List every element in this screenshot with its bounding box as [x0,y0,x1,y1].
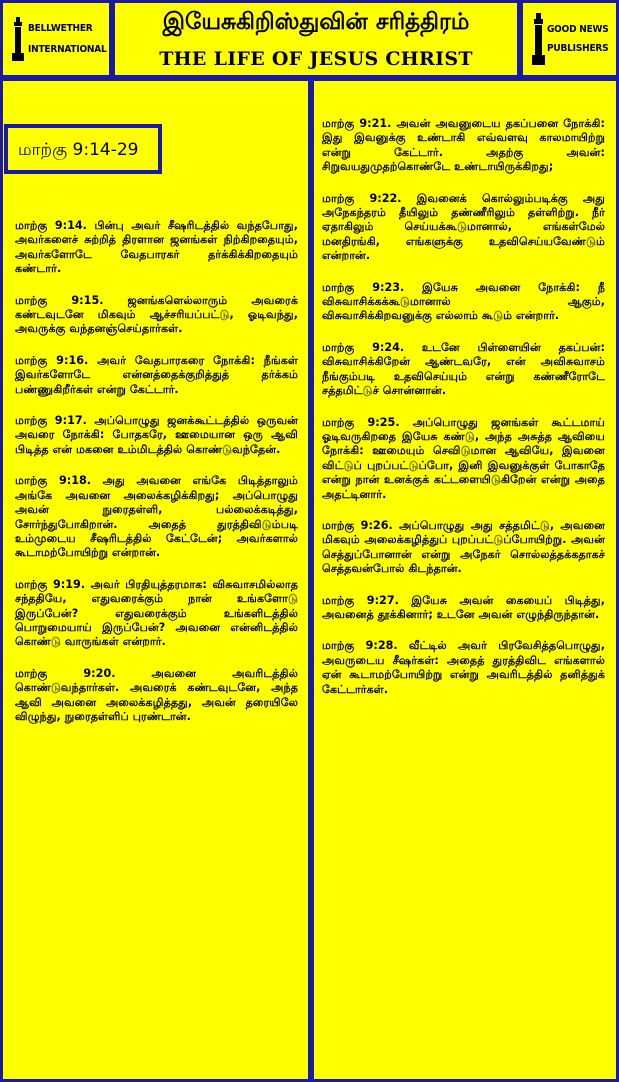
good-news-logo-box [520,0,619,78]
verse-paragraph: மாற்கு 9:18. அது அவனை எங்கே பிடித்தாலும் அங்கே அவனை அலைக்கழிக்கிறது; அப்பொழுது அவன் நுரைதள்ளி, பல்லைக்கடித்து, சோர்ந்துபோகிறான். அதைத் துரத்திவிடும்படி உம்முடைய சீஷரிடத்தில் கேட்டேன்; அவர்களால் கூடாமற்போயிற்று என்றான். [15,474,298,560]
verse-paragraph: மாற்கு 9:27. இயேசு அவன் கையைப் பிடித்து, அவனைத் தூக்கினார்; உடனே அவன் எழுந்திருந்தான். [322,593,605,621]
title-box [112,0,520,78]
right-column-text [322,117,605,714]
bellwether-logo-box [0,0,112,78]
verse-paragraph: மாற்கு 9:24. உடனே பிள்ளையின் தகப்பன்: விசுவாசிக்கிறேன் ஆண்டவரே, என் அவிசுவாசம் நீங்கும்படி உதவிசெய்யும் என்று கண்ணீரோடே சத்தமிட்டுச் சொன்னான். [322,340,605,398]
tower-icon [11,17,25,61]
right-logo-line2: PUBLISHERS [547,43,609,54]
verse-paragraph: மாற்கு 9:26. அப்பொழுது அது சத்தமிட்டு, அவனை மிகவும் அலைக்கழித்துப் புறப்பட்டுப்போயிற்று. அவன் செத்துப்போனான் என்று அநேகர் சொல்லத்தக்கதாகச் செத்தவன்போல் கிடந்தான். [322,518,605,576]
left-logo-line2: INTERNATIONAL [28,44,107,55]
verse-paragraph: மாற்கு 9:17. அப்பொழுது ஜனக்கூட்டத்தில் ஒருவன் அவரை நோக்கி: போதகரே, ஊமையான ஒரு ஆவி பிடித்த என் மகனை உம்மிடத்தில் கொண்டுவந்தேன். [15,414,298,456]
verse-paragraph: மாற்கு 9:23. இயேசு அவனை நோக்கி: நீ விசுவாசிக்கக்கூடுமானால் ஆகும், விசுவாசிக்கிறவனுக்கு எல்லாம் கூடும் என்றார். [322,280,605,323]
reference-box [4,124,162,174]
left-logo-line1: BELLWETHER [28,23,93,34]
verse-paragraph: மாற்கு 9:14. பின்பு அவர் சீஷரிடத்தில் வந்தபோது, அவர்களைச் சுற்றித் திரளான ஜனங்கள் நிற்கிறதையும், அவர்களோடே வேதபாரகர் தர்க்கிக்கிறதையும் கண்டார். [15,219,298,276]
title-english: THE LIFE OF JESUS CHRIST [159,48,473,70]
verse-paragraph: மாற்கு 9:15. ஜனங்களெல்லாரும் அவரைக் கண்டவுடனே மிகவும் ஆச்சரியப்பட்டு, ஓடிவந்து, அவருக்கு வந்தனஞ்செய்தார்கள். [15,293,298,336]
tower-icon [532,13,545,65]
verse-paragraph: மாற்கு 9:22. இவனைக் கொல்லும்படிக்கு அது அநேகந்தரம் தீயிலும் தண்ணீரிலும் தள்ளிற்று. நீர் ஏதாகிலும் செய்யக்கூடுமானால், எங்கள்மேல் மனதிரங்கி, எங்களுக்கு உதவிசெய்யவேண்டும் என்றான். [322,191,605,263]
title-tamil: இயேசுகிறிஸ்துவின் சரித்திரம் [162,9,470,35]
right-logo-line1: GOOD NEWS [547,24,609,35]
left-column-text [15,219,298,741]
verse-paragraph: மாற்கு 9:21. அவன் அவனுடைய தகப்பனை நோக்கி: இது இவனுக்கு உண்டாகி எவ்வளவு காலமாயிற்று என்று கேட்டார். அதற்கு அவன்: சிறுவயதுமுதற்கொண்டே உண்டாயிருக்கிறது; [322,117,605,174]
verse-paragraph: மாற்கு 9:28. வீட்டில் அவர் பிரவேசித்தபொழுது, அவருடைய சீஷர்கள்: அதைத் துரத்திவிட எங்களால் ஏன் கூடாமற்போயிற்று என்று அவரிடத்தில் தனித்துக் கேட்டார்கள். [322,639,605,696]
verse-paragraph: மாற்கு 9:20. அவனை அவரிடத்தில் கொண்டுவந்தார்கள். அவரைக் கண்டவுடனே, அந்த ஆவி அவனை அலைக்கழித்தது, அவன் தரையிலே விழுந்து, நுரைதள்ளிப் புரண்டான். [15,666,298,723]
verse-paragraph: மாற்கு 9:16. அவர் வேதபாரகரை நோக்கி: நீங்கள் இவர்களோடே என்னத்தைக்குறித்துத் தர்க்கம் பண்ணுகிறீர்கள் என்று கேட்டார். [15,353,298,396]
verse-paragraph: மாற்கு 9:25. அப்பொழுது ஜனங்கள் கூட்டமாய் ஓடிவருகிறதை இயேசு கண்டு, அந்த அசுத்த ஆவியை நோக்கி: ஊமையும் செவிடுமான ஆவியே, இவனை விட்டுப் புறப்பட்டுப்போ, இனி இவனுக்குள் போகாதே என்று நான் உனக்குக் கட்டளையிடுகிறேன் என்று அதை அதட்டினார். [322,415,605,501]
verse-paragraph: மாற்கு 9:19. அவர் பிரதியுத்தரமாக: விசுவாசமில்லாத சந்ததியே, எதுவரைக்கும் நான் உங்களோடு இருப்பேன்? எதுவரைக்கும் உங்களிடத்தில் பொறுமையாய் இருப்பேன்? அவனை என்னிடத்தில் கொண்டு வாருங்கள் என்றார். [15,577,298,649]
passage-reference: மாற்கு 9:14-29 [18,140,139,160]
